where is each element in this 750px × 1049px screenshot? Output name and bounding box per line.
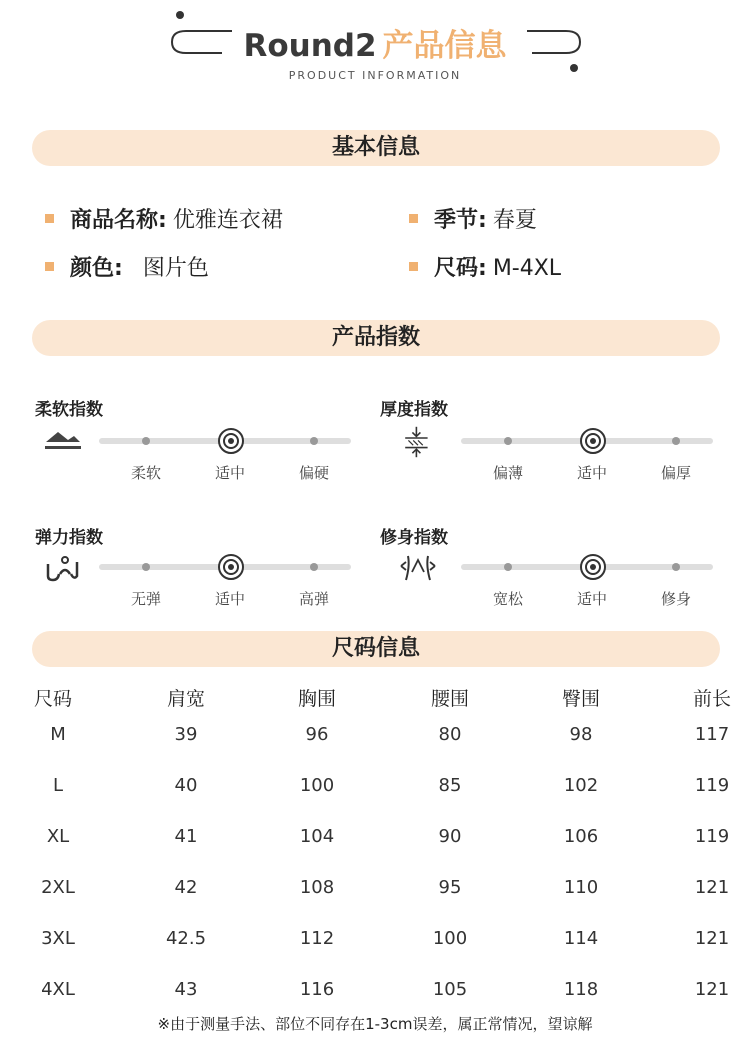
info-value: 图片色 [142, 256, 209, 281]
table-cell: 112 [299, 928, 335, 949]
table-cell: 98 [569, 724, 593, 745]
table-cell: 43 [174, 979, 198, 1000]
index-option: 宽松 [492, 590, 523, 608]
info-value: M-4XL [492, 256, 562, 281]
info-value: 春夏 [492, 208, 537, 233]
measurement-footnote: ※由于测量手法、部位不同存在1-3cm误差，属正常情况，望谅解 [157, 1015, 593, 1033]
index-option: 适中 [214, 590, 245, 608]
title-cn: 产品信息 [382, 28, 507, 64]
index-title: 弹力指数 [35, 528, 103, 548]
bullet-square [409, 262, 418, 271]
table-cell: 121 [694, 928, 730, 949]
table-cell: M [50, 724, 66, 745]
index-option: 偏硬 [298, 464, 329, 482]
info-season [409, 203, 537, 234]
table-cell: 106 [563, 826, 599, 847]
index-option: 修身 [660, 590, 691, 608]
page-header [0, 0, 750, 100]
slider-tick [142, 437, 150, 445]
elasticity-icon [44, 552, 84, 584]
slider-selected-marker [580, 428, 606, 454]
table-header-hip: 臀围 [561, 688, 600, 710]
index-option: 偏薄 [492, 464, 523, 482]
index-option: 偏厚 [660, 464, 691, 482]
table-cell: 90 [438, 826, 462, 847]
table-header-chest: 胸围 [297, 688, 336, 710]
table-cell: 121 [694, 979, 730, 1000]
table-cell: 118 [563, 979, 599, 1000]
table-cell: 117 [694, 724, 730, 745]
table-cell: 104 [299, 826, 335, 847]
softness-icon [44, 428, 84, 460]
slider-tick [504, 437, 512, 445]
info-product-name [45, 203, 283, 234]
table-cell: 3XL [41, 928, 75, 949]
table-cell: 119 [694, 826, 730, 847]
section-product-index: 产品指数 [32, 320, 720, 356]
bullet-square [409, 214, 418, 223]
table-cell: 42 [174, 877, 198, 898]
table-cell: 2XL [41, 877, 75, 898]
slider-selected-marker [580, 554, 606, 580]
index-option: 适中 [576, 590, 607, 608]
index-option: 高弹 [298, 590, 329, 608]
table-cell: XL [46, 826, 70, 847]
section-basic-info: 基本信息 [32, 130, 720, 166]
slider-tick [672, 563, 680, 571]
index-option: 适中 [576, 464, 607, 482]
table-cell: 110 [563, 877, 599, 898]
table-cell: 105 [432, 979, 468, 1000]
section-size-info: 尺码信息 [32, 631, 720, 667]
table-cell: 40 [174, 775, 198, 796]
table-header-waist: 腰围 [430, 688, 469, 710]
table-cell: 96 [305, 724, 329, 745]
info-label: 尺码: [434, 256, 487, 281]
slider-tick [504, 563, 512, 571]
bullet-square [45, 262, 54, 271]
table-header-front-length: 前长 [692, 688, 731, 710]
index-option: 无弹 [130, 590, 161, 608]
table-cell: 39 [174, 724, 198, 745]
table-cell: 121 [694, 877, 730, 898]
table-cell: 116 [299, 979, 335, 1000]
slider-selected-marker [218, 554, 244, 580]
table-cell: 95 [438, 877, 462, 898]
index-title: 修身指数 [380, 528, 448, 548]
table-header-size: 尺码 [33, 688, 72, 710]
table-cell: 114 [563, 928, 599, 949]
table-cell: 102 [563, 775, 599, 796]
table-cell: 41 [174, 826, 198, 847]
slider-tick [310, 437, 318, 445]
table-cell: L [52, 775, 64, 796]
index-title: 厚度指数 [380, 400, 448, 420]
table-cell: 100 [432, 928, 468, 949]
table-cell: 108 [299, 877, 335, 898]
info-color [45, 251, 209, 282]
table-header-shoulder: 肩宽 [166, 688, 205, 710]
slider-tick [142, 563, 150, 571]
title-en: Round2 [243, 28, 377, 64]
info-label: 季节: [434, 208, 487, 233]
slider-selected-marker [218, 428, 244, 454]
table-cell: 85 [438, 775, 462, 796]
page-subtitle: PRODUCT INFORMATION [288, 69, 462, 82]
info-value: 优雅连衣裙 [172, 208, 283, 233]
table-cell: 42.5 [165, 928, 207, 949]
slider-tick [310, 563, 318, 571]
table-cell: 80 [438, 724, 462, 745]
info-size [409, 251, 561, 282]
bullet-square [45, 214, 54, 223]
info-label: 商品名称: [70, 208, 167, 233]
index-option: 柔软 [130, 464, 161, 482]
index-option: 适中 [214, 464, 245, 482]
page-title [0, 20, 750, 65]
fit-icon [398, 552, 438, 584]
thickness-icon [398, 426, 438, 458]
slider-tick [672, 437, 680, 445]
table-cell: 100 [299, 775, 335, 796]
table-cell: 4XL [41, 979, 75, 1000]
index-title: 柔软指数 [35, 400, 103, 420]
info-label: 颜色: [70, 256, 123, 281]
table-cell: 119 [694, 775, 730, 796]
